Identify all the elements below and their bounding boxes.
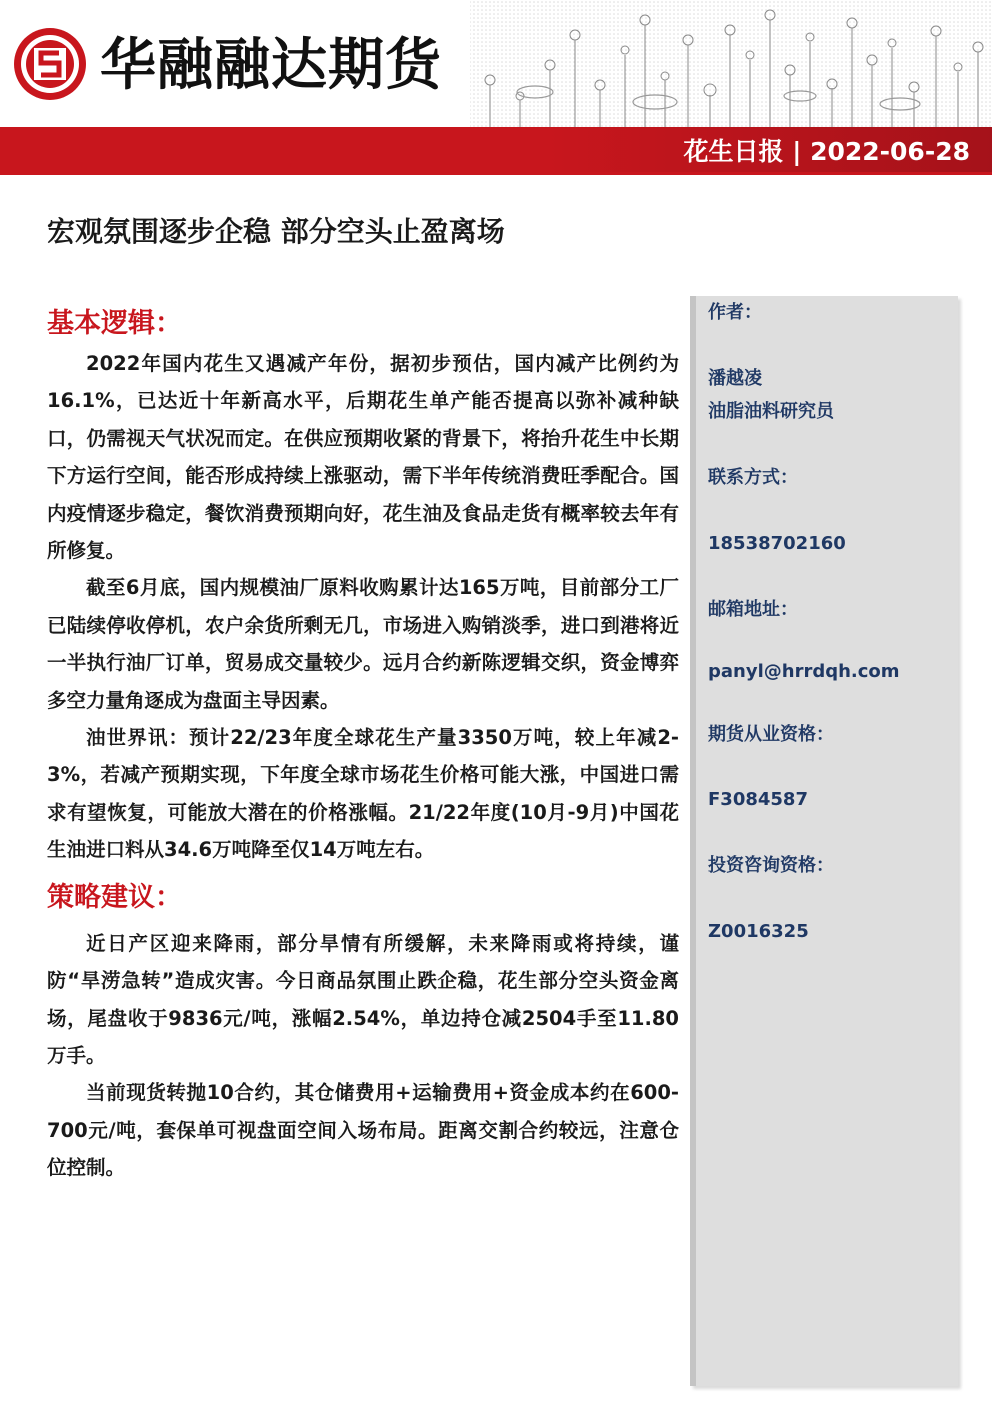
email-address[interactable]: panyl@hrrdqh.com [708,661,900,682]
paragraph: 截至6月底，国内规模油厂原料收购累计达165万吨，目前部分工厂已陆续停收停机，农户余货所剩无几，市场进入购销淡季，进口到港将近一半执行油厂订单，贸易成交量较少。远月合约新陈逻辑交织，资金博弈多空力量角逐成为盘面主导因素。 [47,576,679,712]
email-label: 邮箱地址： [708,599,798,620]
company-name: 华融融达期货 [100,33,442,98]
author-label: 作者： [708,302,762,323]
paragraph: 当前现货转抛10合约，其仓储费用+运输费用+资金成本约在600-700元/吨，套保单可视盘面空间入场布局。距离交割合约较远，注意仓位控制。 [47,1081,679,1180]
report-header [0,0,992,166]
paragraph: 近日产区迎来降雨，部分旱情有所缓解，未来降雨或将持续，谨防“旱涝急转”造成灾害。今日商品氛围止跌企稳，花生部分空头资金离场，尾盘收于9836元/吨，涨幅2.54%，单边持仓减2504手至11.80万手。 [47,931,679,1067]
huarong-logo-icon [12,26,88,102]
header-divider [0,172,992,175]
author-title: 油脂油料研究员 [708,401,834,422]
futures-qualification-label: 期货从业资格： [708,724,834,745]
decorative-lines-graphic [440,0,992,130]
separator: | [792,137,802,166]
paragraph: 油世界讯：预计22/23年度全球花生产量3350万吨，较上年减2-3%，若减产预期实现，下年度全球市场花生价格可能大涨，中国进口需求有望恢复，可能放大潜在的价格涨幅。21/22年度(10月-9月)中国花生油进口料从34.6万吨降至仅14万吨左右。 [47,726,679,862]
author-name: 潘越凌 [708,368,762,389]
report-date: 2022-06-28 [810,137,970,166]
paragraph: 2022年国内花生又遇减产年份，据初步预估，国内减产比例约为16.1%，已达近十年新高水平，后期花生单产能否提高以弥补减种缺口，仍需视天气状况而定。在供应预期收紧的背景下，将抬升花生中长期下方运行空间，能否形成持续上涨驱动，需下半年传统消费旺季配合。国内疫情逐步稳定，餐饮消费预期向好，花生油及食品走货有概率较去年有所修复。 [47,352,679,563]
contact-phone: 18538702160 [708,533,846,554]
futures-qualification-value: F3084587 [708,789,808,810]
investment-qualification-value: Z0016325 [708,921,809,942]
contact-label: 联系方式： [708,467,798,488]
author-sidebar [690,296,958,1386]
main-content [47,303,679,1187]
section-title-basic-logic: 基本逻辑： [47,308,182,339]
report-type: 花生日报 [683,137,784,166]
sidebar-edge [690,296,696,1386]
section-title-strategy: 策略建议： [47,881,182,913]
investment-qualification-label: 投资咨询资格： [708,855,834,876]
headline: 宏观氛围逐步企稳 部分空头止盈离场 [47,215,505,248]
report-type-date [683,135,970,169]
